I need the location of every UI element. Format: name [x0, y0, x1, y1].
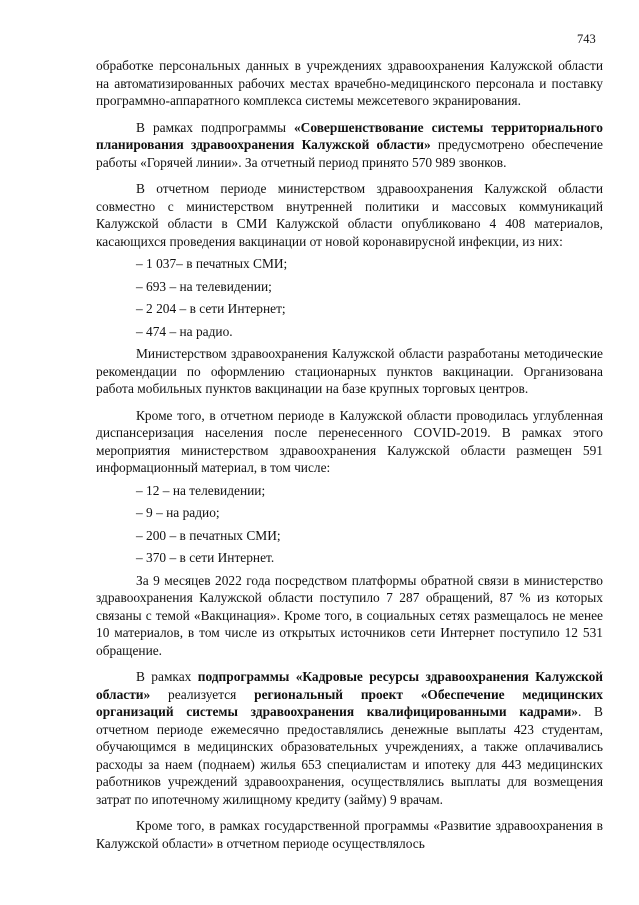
paragraph-feedback: За 9 месяцев 2022 года посредством платформы обратной связи в министерство здравоохранения Калужской области поступило 7 287 обращений, 87 % из которых связаны с темой «Вакцинация». Кроме того, в социальных сетях размещалось не менее 10 материалов, в том числе из открытых источников сети Интернет поступило 12 531 обращение. — [96, 572, 603, 658]
paragraph-data-processing: обработке персональных данных в учреждениях здравоохранения Калужской области на автоматизированных рабочих местах врачебно-медицинского персонала и поставку программно-аппаратного комплекса системы межсетевого экранирования. — [96, 58, 603, 108]
text-intro: В рамках — [136, 669, 198, 684]
subprogram-title: подпрограммы «Кадровые ресурсы здравоохранения Калужской области» — [96, 669, 603, 702]
text-payments: . В отчетном периоде ежемесячно предоставлялись денежные выплаты 423 студентам, обучающимся в медицинских образовательных учреждениях, а также оплачивались расходы за наем (поднаем) жилья 653 специалистам и ипотеку для 443 медицинских работников учреждений здравоохранения, осуществлялись выплаты для возмещения затрат по ипотечному жилищному кредиту (займу) 9 врачам. — [96, 704, 603, 807]
document-body — [96, 57, 603, 852]
paragraph-state-program: Кроме того, в рамках государственной программы «Развитие здравоохранения в Калужской области» в отчетном периоде осуществлялось — [96, 818, 603, 851]
paragraph-vaccination-points: Министерством здравоохранения Калужской области разработаны методические рекомендации по оформлению стационарных пунктов вакцинации. Организована работа мобильных пунктов вакцинации на базе крупных торговых центров. — [96, 346, 603, 396]
subprogram-title: «Совершенствование системы территориального планирования здравоохранения Калужской области» — [96, 119, 603, 152]
text-intro: В рамках подпрограммы — [136, 119, 294, 135]
list-item: – 693 – на телевидении; — [136, 278, 272, 294]
text-hotline: предусмотрено обеспечение работы «Горячей линии». За отчетный период принято 570 989 звонков. — [96, 137, 603, 170]
paragraph-dispensary: Кроме того, в отчетном периоде в Калужской области проводилась углубленная диспансеризация населения после перенесенного COVID-2019. В рамках этого мероприятия министерством здравоохранения Калужской области размещен 591 информационный материал, в том числе: — [96, 407, 603, 475]
list-item: – 1 037– в печатных СМИ; — [136, 256, 288, 271]
list-item: – 200 – в печатных СМИ; — [136, 527, 281, 543]
paragraph-media: В отчетном периоде министерством здравоохранения Калужской области совместно с министерством внутренней политики и массовых коммуникаций Калужской области в СМИ Калужской области опубликовано 4 408 материалов, касающихся проведения вакцинации от новой коронавирусной инфекции, из них: — [96, 181, 603, 249]
project-title: региональный проект «Обеспечение медицинских организаций системы здравоохранения квалифицированными кадрами» — [96, 686, 603, 719]
list-item: – 9 – на радио; — [136, 505, 220, 520]
page-number: 743 — [577, 32, 596, 46]
paragraph-personnel — [96, 668, 603, 808]
text-connector: реализуется — [150, 686, 255, 702]
paragraph-hotline — [96, 119, 603, 172]
list-item: – 12 – на телевидении; — [136, 482, 266, 498]
list-item: – 2 204 – в сети Интернет; — [136, 301, 286, 316]
list-item: – 474 – на радио. — [136, 323, 233, 339]
list-item: – 370 – в сети Интернет. — [136, 550, 275, 565]
